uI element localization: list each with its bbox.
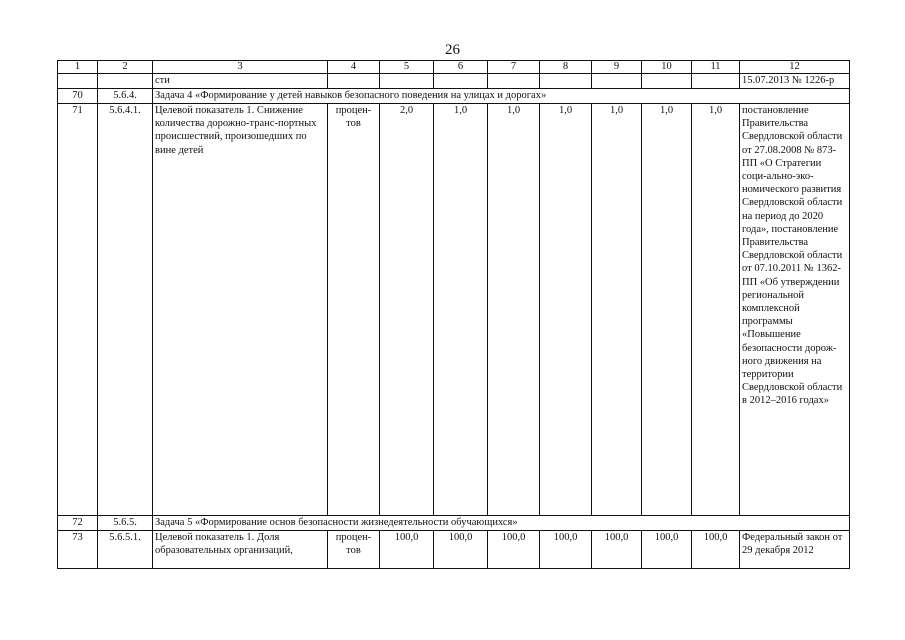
unit-cell: процен-тов <box>328 531 380 569</box>
table-cell <box>380 74 434 89</box>
row-code: 5.6.5. <box>98 516 153 531</box>
table-row-71 <box>58 104 850 516</box>
column-header-8: 8 <box>540 61 592 74</box>
page-number: 26 <box>445 42 460 58</box>
row-number: 70 <box>58 89 98 104</box>
value-cell: 100,0 <box>540 531 592 569</box>
row-code: 5.6.4. <box>98 89 153 104</box>
table-cell <box>488 74 540 89</box>
indicator-cell: Целевой показатель 1. Снижение количества дорожно-транс-портных происшествий, произошедших по вине детей <box>153 104 328 516</box>
table-row-72 <box>58 516 850 531</box>
value-cell: 100,0 <box>592 531 642 569</box>
table-cell <box>328 74 380 89</box>
column-header-4: 4 <box>328 61 380 74</box>
row-number: 73 <box>58 531 98 569</box>
value-cell: 1,0 <box>642 104 692 516</box>
indicators-table <box>57 60 850 569</box>
column-header-6: 6 <box>434 61 488 74</box>
value-cell: 100,0 <box>488 531 540 569</box>
value-cell: 100,0 <box>434 531 488 569</box>
table-cell <box>98 74 153 89</box>
task-title: Задача 4 «Формирование у детей навыков безопасного поведения на улицах и дорогах» <box>153 89 850 104</box>
table-row-70 <box>58 89 850 104</box>
value-cell: 100,0 <box>642 531 692 569</box>
source-cell: Федеральный закон от 29 декабря 2012 <box>740 531 850 569</box>
column-header-7: 7 <box>488 61 540 74</box>
column-header-3: 3 <box>153 61 328 74</box>
row-number: 72 <box>58 516 98 531</box>
table-row-73 <box>58 531 850 569</box>
table-cell <box>434 74 488 89</box>
value-cell: 2,0 <box>380 104 434 516</box>
value-cell: 100,0 <box>692 531 740 569</box>
value-cell: 100,0 <box>380 531 434 569</box>
value-cell: 1,0 <box>540 104 592 516</box>
indicator-cell: Целевой показатель 1. Доля образовательных организаций, <box>153 531 328 569</box>
column-header-2: 2 <box>98 61 153 74</box>
table-cell <box>642 74 692 89</box>
column-header-12: 12 <box>740 61 850 74</box>
column-header-10: 10 <box>642 61 692 74</box>
column-header-11: 11 <box>692 61 740 74</box>
value-cell: 1,0 <box>592 104 642 516</box>
unit-cell: процен-тов <box>328 104 380 516</box>
column-header-5: 5 <box>380 61 434 74</box>
row-code: 5.6.4.1. <box>98 104 153 516</box>
indicator-cell: сти <box>153 74 328 89</box>
task-title: Задача 5 «Формирование основ безопасности жизнедеятельности обучающихся» <box>153 516 850 531</box>
row-code: 5.6.5.1. <box>98 531 153 569</box>
column-header-9: 9 <box>592 61 642 74</box>
source-cell: 15.07.2013 № 1226-р <box>740 74 850 89</box>
column-number-row <box>58 61 850 74</box>
continuation-row <box>58 74 850 89</box>
column-header-1: 1 <box>58 61 98 74</box>
value-cell: 1,0 <box>692 104 740 516</box>
row-number: 71 <box>58 104 98 516</box>
table-cell <box>692 74 740 89</box>
table-cell <box>58 74 98 89</box>
value-cell: 1,0 <box>434 104 488 516</box>
source-cell: постановление Правительства Свердловской области от 27.08.2008 № 873-ПП «О Стратегии соци-ально-эко-номического развития Свердловской области на период до 2020 года», постановление Правительства Свердловской области от 07.10.2011 № 1362-ПП «Об утверждении региональной комплексной программы «Повышение безопасности дорож-ного движения на территории Свердловской области в 2012–2016 годах» <box>740 104 850 516</box>
table-cell <box>592 74 642 89</box>
table-cell <box>540 74 592 89</box>
value-cell: 1,0 <box>488 104 540 516</box>
